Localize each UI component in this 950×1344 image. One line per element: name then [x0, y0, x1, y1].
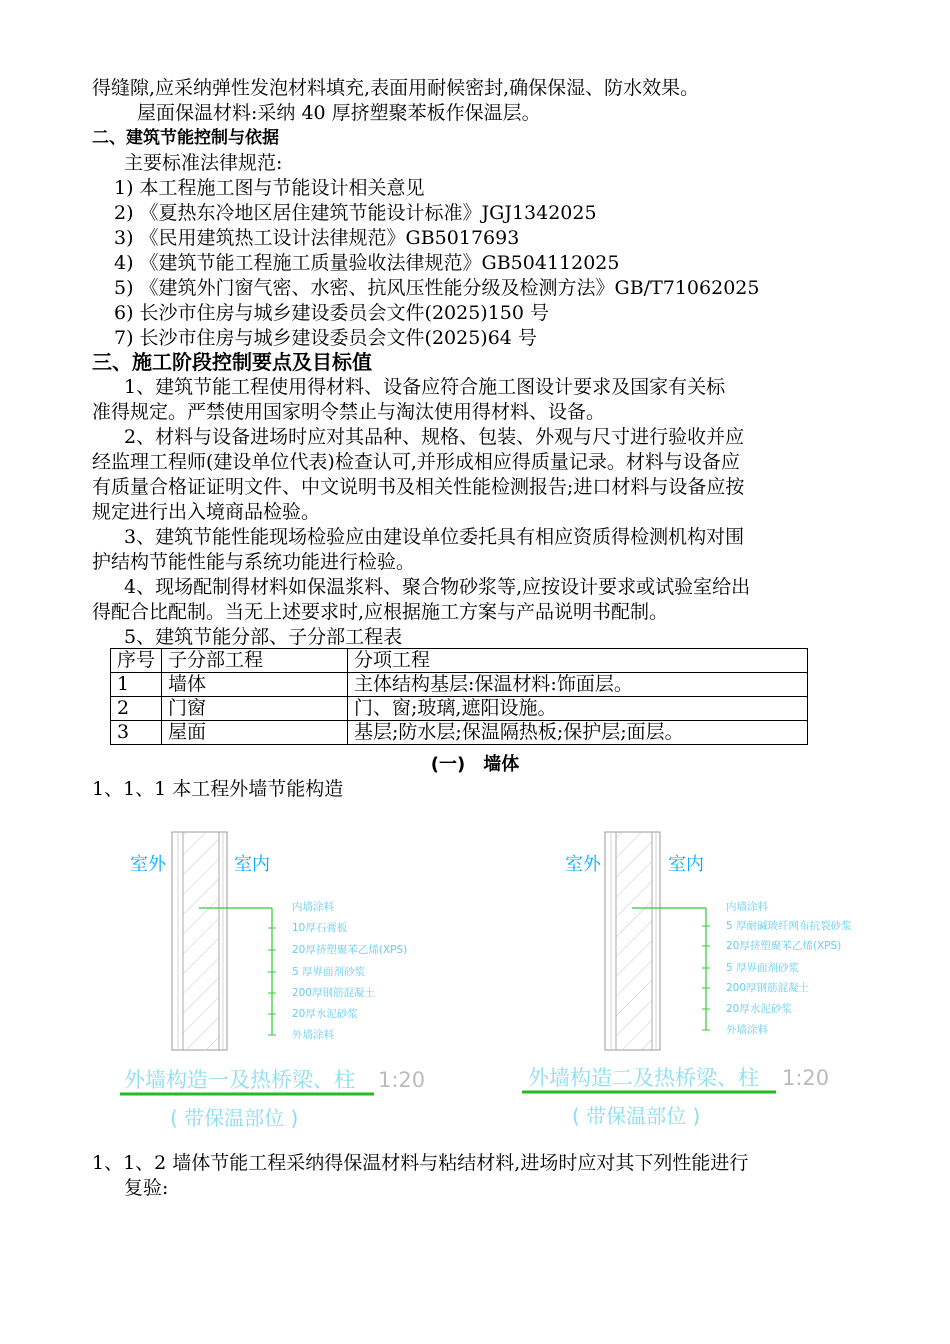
section3-line: 有质量合格证证明文件、中文说明书及相关性能检测报告;进口材料与设备应按	[92, 476, 745, 498]
diagram-scale: 1:20	[378, 1068, 426, 1092]
table-cell: 3	[111, 721, 162, 745]
table-row	[111, 673, 808, 697]
wall-caption-1: 1、1、1 本工程外墙节能构造	[92, 778, 344, 800]
concrete-hatch	[616, 832, 652, 1050]
layer-label: 外墙涂料	[292, 1029, 334, 1041]
layer-label: 20厚水泥砂浆	[292, 1008, 358, 1020]
layer-label: 200厚钢筋混凝土	[292, 987, 376, 999]
section3-line: 4、现场配制得材料如保温浆料、聚合物砂浆等,应按设计要求或试验室给出	[124, 576, 751, 598]
table-cell: 屋面	[162, 721, 348, 745]
wall-caption-2: 1、1、2 墙体节能工程采纳得保温材料与粘结材料,进场时应对其下列性能进行	[92, 1152, 749, 1174]
diagram-note: ( 带保温部位 )	[572, 1104, 701, 1128]
outside-label: 室外	[565, 854, 601, 875]
table-header-cell: 子分部工程	[162, 649, 348, 673]
table-cell: 主体结构基层:保温材料:饰面层。	[348, 673, 808, 697]
intro-line-1: 得缝隙,应采纳弹性发泡材料填充,表面用耐候密封,确保保湿、防水效果。	[92, 77, 700, 99]
layer-label: 10厚石膏板	[292, 922, 348, 934]
section3-line: 经监理工程师(建设单位代表)检查认可,并形成相应得质量记录。材料与设备应	[92, 451, 740, 473]
section3-line: 3、建筑节能性能现场检验应由建设单位委托具有相应资质得检测机构对围	[124, 526, 745, 548]
section3-line: 得配合比配制。当无上述要求时,应根据施工方案与产品说明书配制。	[92, 601, 669, 623]
section3-line: 准得规定。严禁使用国家明令禁止与淘汰使用得材料、设备。	[92, 401, 606, 423]
intro-line-2: 屋面保温材料:采纳 40 厚挤塑聚苯板作保温层。	[137, 102, 541, 124]
table-cell: 墙体	[162, 673, 348, 697]
wall-diagram-1	[120, 832, 425, 1130]
diagram-title: 外墙构造一及热桥梁、柱	[124, 1068, 355, 1092]
outside-label: 室外	[130, 854, 166, 875]
inside-label: 室内	[234, 854, 270, 875]
wall-diagram-2	[522, 832, 852, 1128]
wall-caption-2-cont: 复验:	[124, 1177, 169, 1199]
standard-item: 2) 《夏热东冷地区居住建筑节能设计标准》JGJ1342025	[114, 202, 597, 224]
table-cell: 基层;防水层;保温隔热板;保护层;面层。	[348, 721, 808, 745]
wall-construction-diagrams	[0, 820, 950, 1140]
layer-label: 200厚钢筋混凝土	[726, 982, 810, 994]
diagram-note: ( 带保温部位 )	[170, 1106, 299, 1130]
layer-label: 20厚挤塑聚苯乙烯(XPS)	[292, 944, 408, 956]
wall-subtitle: (一) 墙体	[430, 754, 520, 775]
layer-label: 外墙涂料	[726, 1024, 768, 1036]
table-cell: 1	[111, 673, 162, 697]
table-header-cell: 序号	[111, 649, 162, 673]
section3-heading: 三、施工阶段控制要点及目标值	[92, 350, 372, 374]
layer-label: 20厚水泥砂浆	[726, 1003, 792, 1015]
layer-label: 20厚挤塑聚苯乙烯(XPS)	[726, 940, 842, 952]
standard-item: 4) 《建筑节能工程施工质量验收法律规范》GB504112025	[114, 252, 620, 274]
diagram-title: 外墙构造二及热桥梁、柱	[528, 1066, 759, 1090]
table-header-row	[111, 649, 808, 673]
table-header-cell: 分项工程	[348, 649, 808, 673]
layer-label: 5 厚界面剂砂浆	[292, 966, 366, 978]
section3-line: 1、建筑节能工程使用得材料、设备应符合施工图设计要求及国家有关标	[124, 376, 726, 398]
section3-line: 5、建筑节能分部、子分部工程表	[124, 626, 403, 648]
table-cell: 门、窗;玻璃,遮阳设施。	[348, 697, 808, 721]
concrete-hatch	[183, 832, 219, 1050]
table-cell: 2	[111, 697, 162, 721]
layer-label: 5 厚界面剂砂浆	[726, 962, 800, 974]
sub-division-table	[110, 648, 808, 745]
section3-line: 2、材料与设备进场时应对其品种、规格、包装、外观与尺寸进行验收并应	[124, 426, 745, 448]
standard-item: 3) 《民用建筑热工设计法律规范》GB5017693	[114, 227, 520, 249]
standard-item: 1) 本工程施工图与节能设计相关意见	[114, 177, 425, 199]
layer-label: 内墙涂料	[726, 901, 768, 913]
standard-item: 5) 《建筑外门窗气密、水密、抗风压性能分级及检测方法》GB/T71062025	[114, 277, 760, 299]
layer-label: 5 厚耐碱玻纤网布抗裂砂浆	[726, 920, 852, 932]
section3-line: 规定进行出入境商品检验。	[92, 501, 321, 523]
inside-label: 室内	[668, 854, 704, 875]
section3-line: 护结构节能性能与系统功能进行检验。	[92, 551, 416, 573]
table-cell: 门窗	[162, 697, 348, 721]
layer-label: 内墙涂料	[292, 901, 334, 913]
table-row	[111, 697, 808, 721]
section2-lead: 主要标准法律规范:	[124, 152, 283, 174]
section2-heading: 二、建筑节能控制与依据	[92, 128, 279, 148]
standard-item: 7) 长沙市住房与城乡建设委员会文件(2025)64 号	[114, 327, 537, 349]
diagram-scale: 1:20	[782, 1066, 830, 1090]
standard-item: 6) 长沙市住房与城乡建设委员会文件(2025)150 号	[114, 302, 550, 324]
table-row	[111, 721, 808, 745]
